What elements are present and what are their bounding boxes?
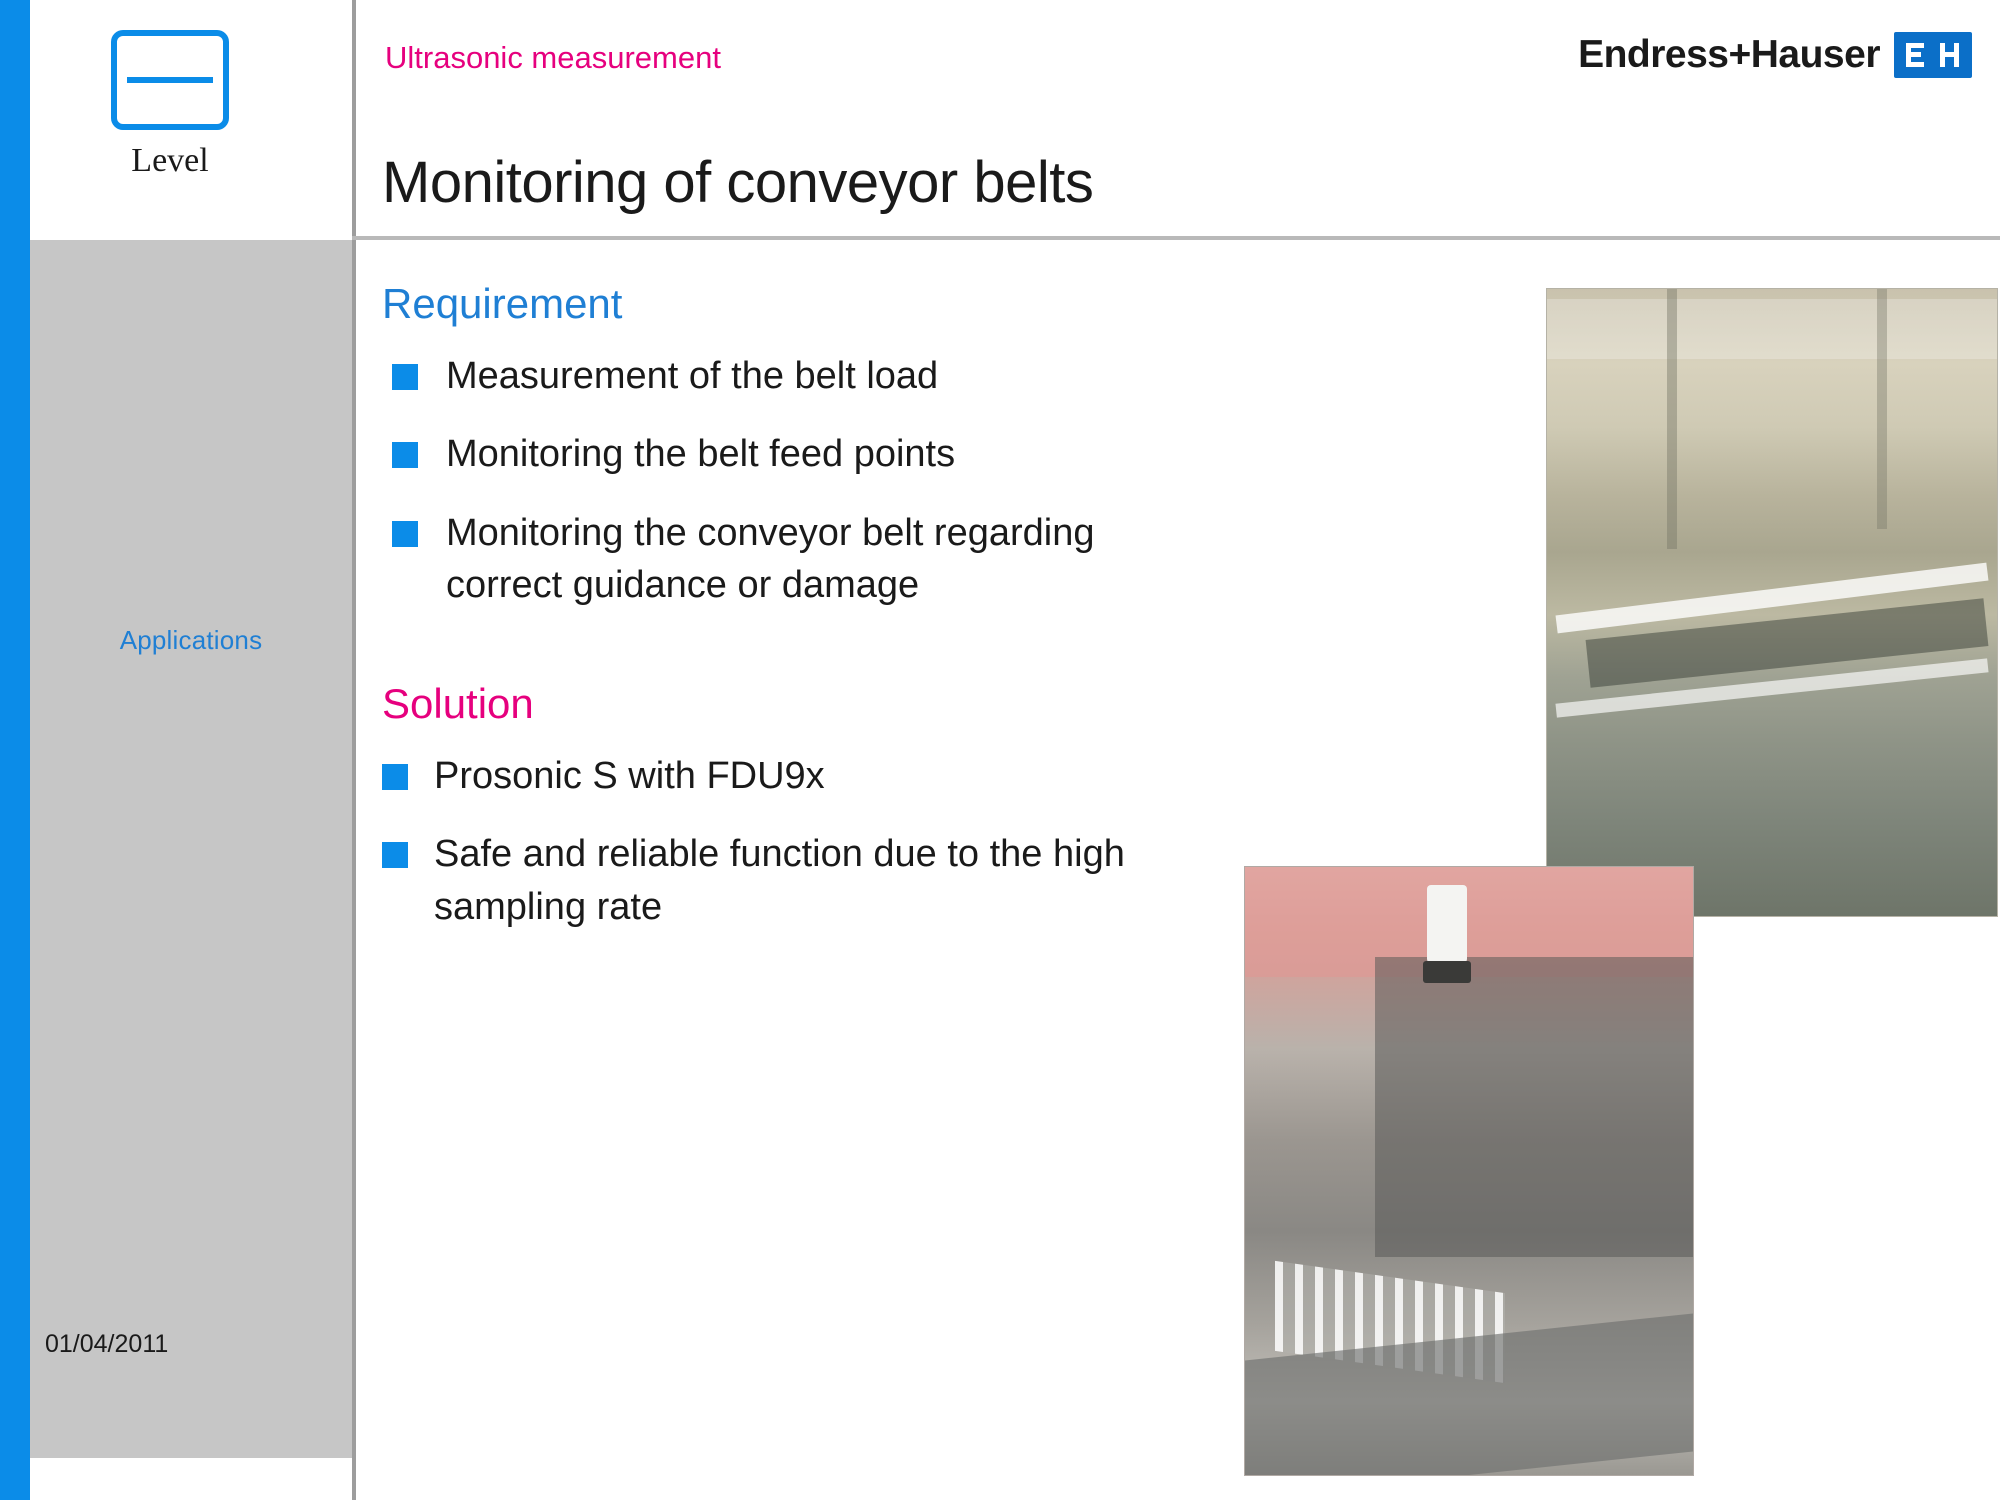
- page-title: Monitoring of conveyor belts: [382, 149, 1094, 215]
- photo-shape: [1877, 289, 1887, 529]
- list-item-label: Monitoring the conveyor belt regarding correct guidance or damage: [446, 511, 1095, 607]
- list-item-label: Monitoring the belt feed points: [446, 433, 956, 476]
- sidebar-panel: [30, 240, 352, 1458]
- slide-body: [382, 280, 1182, 959]
- square-bullet-icon: [392, 442, 418, 468]
- level-icon: [111, 30, 229, 130]
- section-heading-requirement: Requirement: [382, 280, 623, 327]
- vertical-divider: [352, 0, 356, 1500]
- photo-shape: [1423, 961, 1471, 983]
- sidebar-item-applications[interactable]: Applications: [119, 625, 263, 655]
- level-icon-bar: [127, 77, 213, 83]
- conveyor-belt-hall-photo: [1546, 288, 1998, 917]
- photo-shape: [1427, 885, 1467, 963]
- list-item-label: Prosonic S with FDU9x: [434, 754, 825, 797]
- brand-name: Endress+Hauser: [1578, 33, 1880, 76]
- endress-hauser-mark-icon: [1894, 32, 1972, 78]
- square-bullet-icon: [392, 521, 418, 547]
- list-item-label: Safe and reliable function due to the high sampling rate: [434, 833, 1125, 928]
- requirement-list: [392, 350, 1182, 612]
- square-bullet-icon: [382, 764, 408, 790]
- photo-shape: [1667, 289, 1677, 549]
- level-category-badge: [100, 30, 240, 180]
- solution-list: [382, 750, 1182, 933]
- belt-feed-point-sensor-photo: [1244, 866, 1694, 1476]
- photo-shape: [1547, 299, 1997, 359]
- slide-eyebrow: Ultrasonic measurement: [385, 40, 721, 75]
- list-item: [392, 350, 1182, 402]
- list-item: [392, 428, 1182, 480]
- header-divider: [352, 236, 2000, 240]
- list-item: [382, 828, 1182, 933]
- list-item-label: Measurement of the belt load: [446, 355, 939, 397]
- square-bullet-icon: [392, 364, 418, 390]
- square-bullet-icon: [382, 842, 408, 868]
- list-item: [392, 507, 1182, 612]
- list-item: [382, 750, 1182, 802]
- brand-logo: [1578, 32, 1972, 78]
- section-heading-solution: Solution: [382, 679, 534, 727]
- level-icon-label: Level: [131, 142, 209, 179]
- left-accent-bar: [0, 0, 30, 1500]
- photo-shape: [1375, 957, 1693, 1257]
- slide-date: 01/04/2011: [45, 1330, 169, 1358]
